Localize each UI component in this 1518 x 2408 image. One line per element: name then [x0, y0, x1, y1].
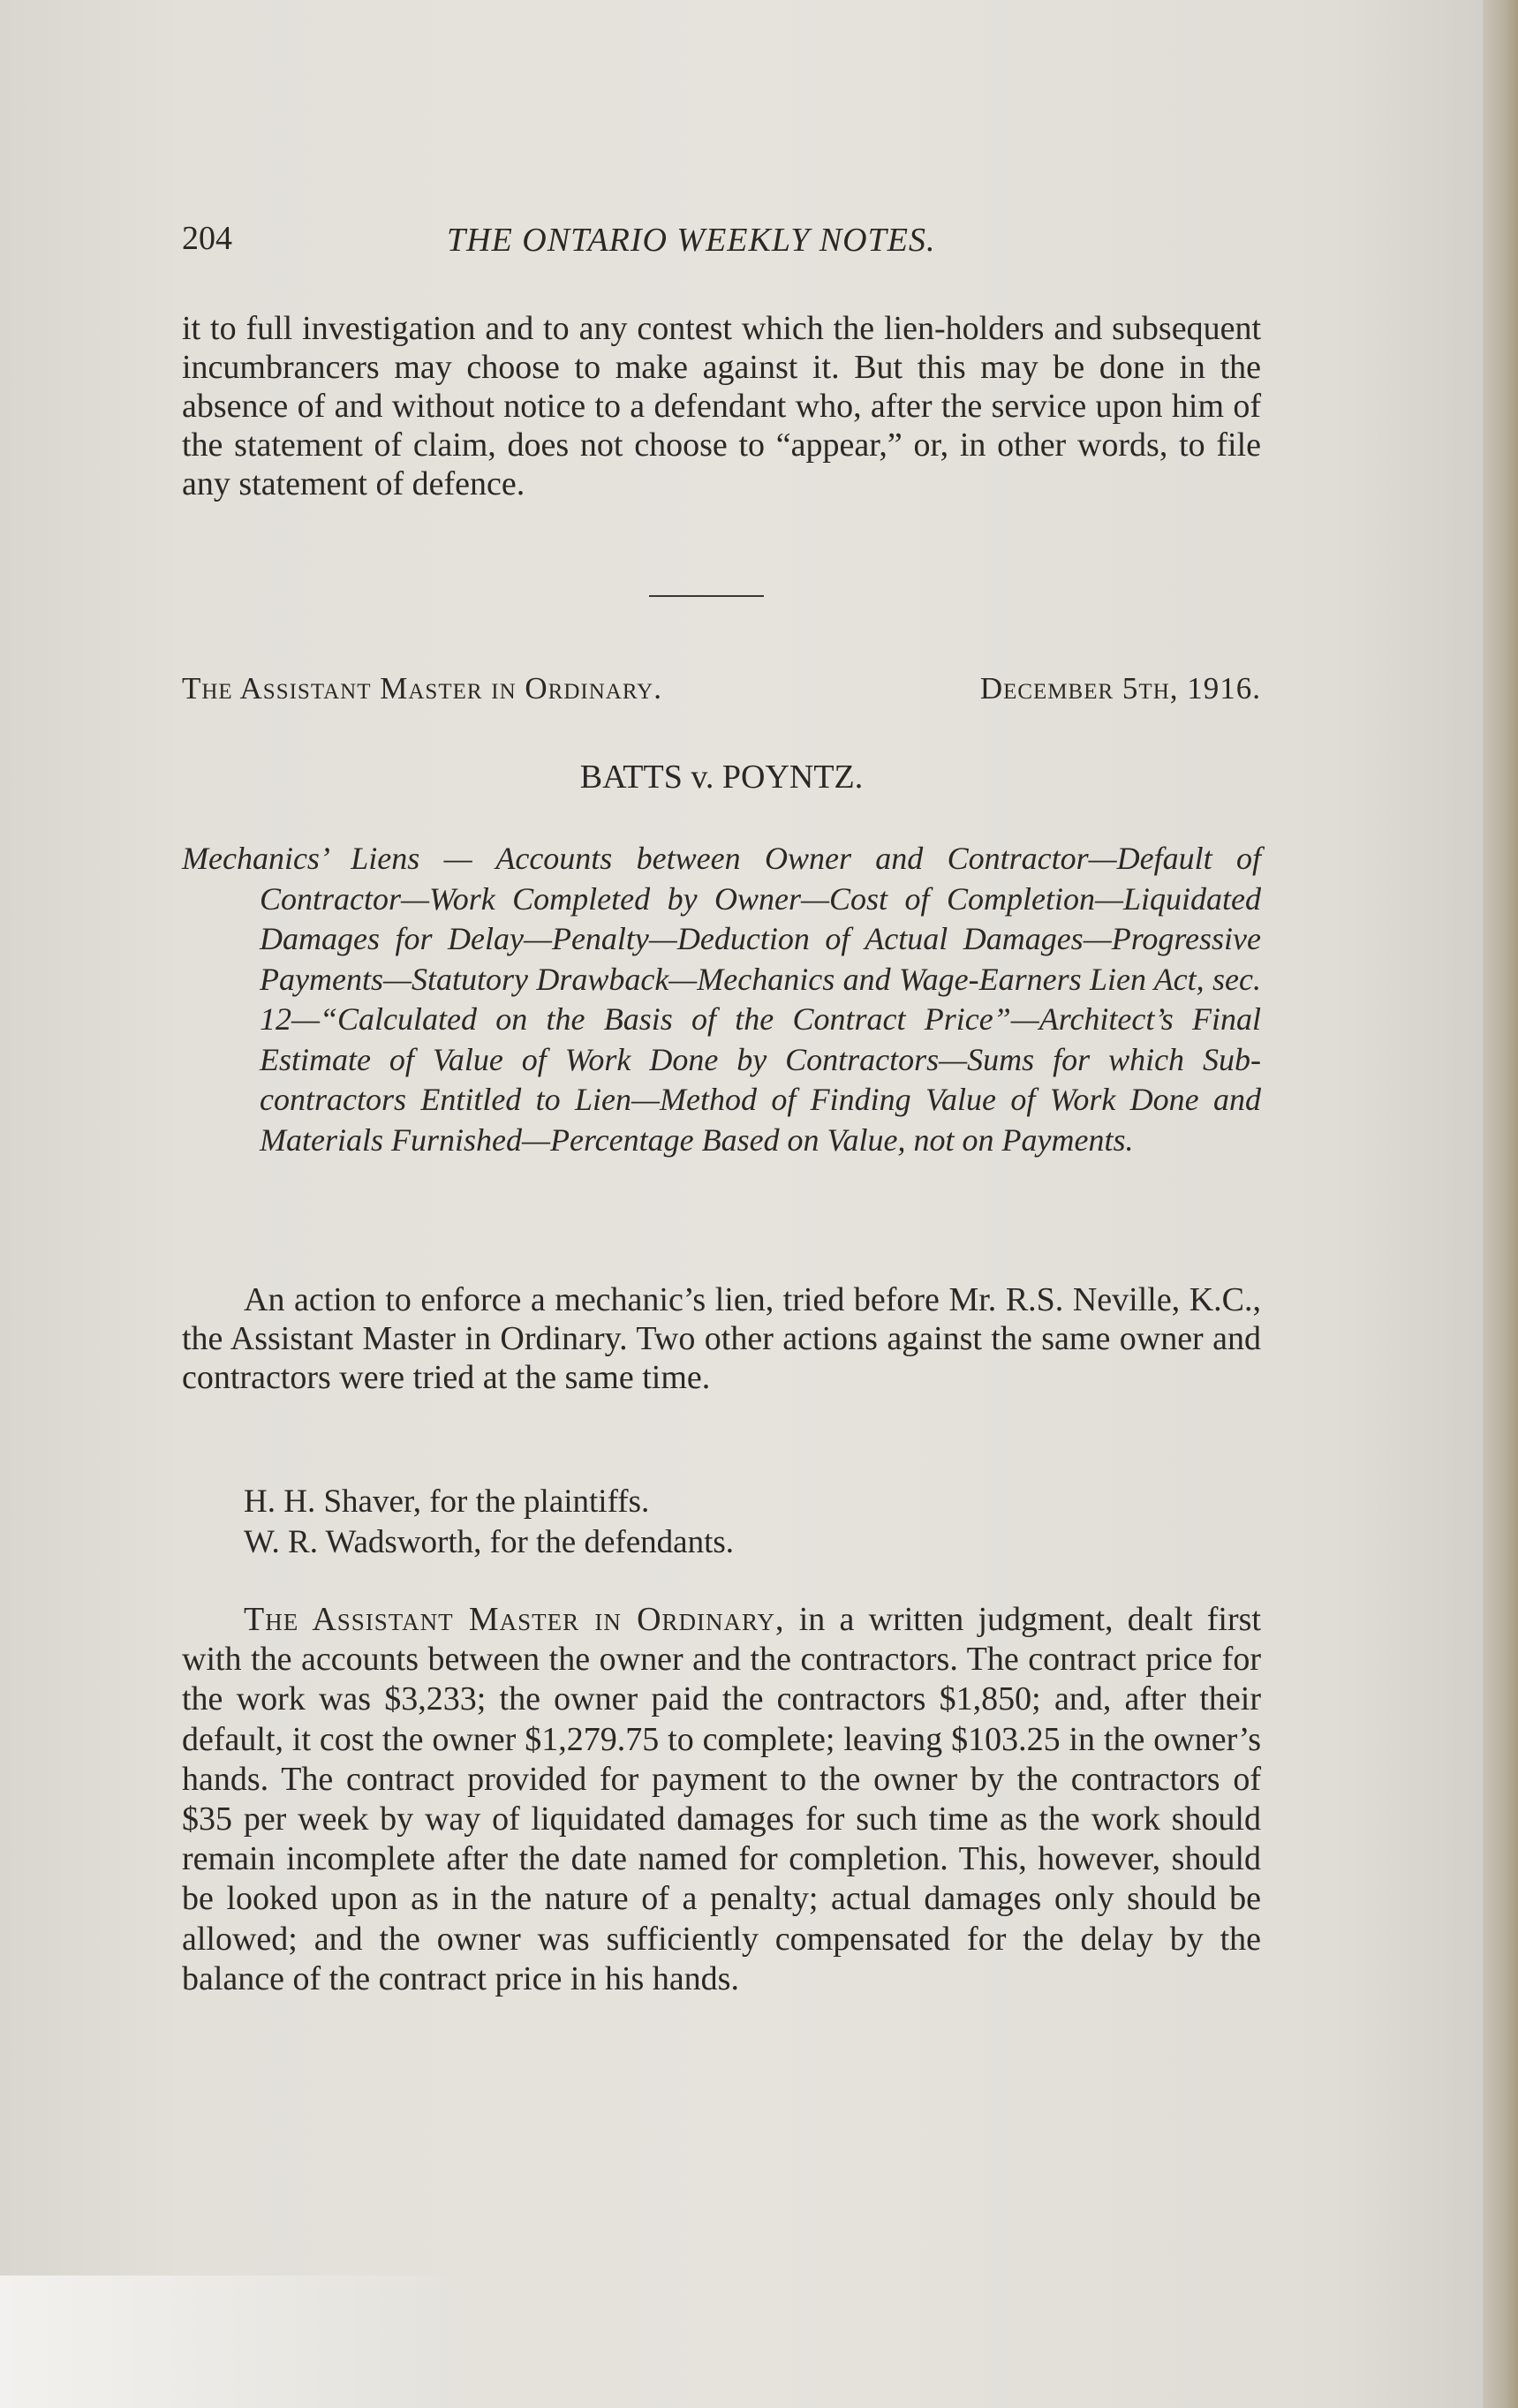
- intro-paragraph: An action to enforce a mechanic’s lien, tried before Mr. R.S. Neville, K.C., the Assistant Master in Ordinary. Two other actions against the same owner and contractors were tried at the same time.: [182, 1281, 1261, 1396]
- judgment-lead: The Assistant Master in Ordinary,: [244, 1601, 785, 1638]
- scan-corner: [0, 2276, 459, 2408]
- counsel-defendants: W. R. Wadsworth, for the defendants.: [244, 1524, 734, 1560]
- continuation-paragraph: it to full investigation and to any contest which the lien-holders and subsequent incumbrancers may choose to make against it. But this may be done in the absence of and without notice to a defendant who, after the service upon him of the statement of claim, does not choose to “appear,” or, in other words, to file any statement of defence.: [182, 310, 1261, 502]
- book-spine: [1483, 0, 1518, 2408]
- running-head: [182, 219, 1261, 263]
- court-date-line: [182, 671, 1261, 706]
- case-title: BATTS v. POYNTZ.: [579, 759, 864, 796]
- counsel-plaintiffs: H. H. Shaver, for the plaintiffs.: [244, 1483, 650, 1520]
- judgment-date: December 5th, 1916.: [979, 671, 1261, 706]
- judgment-paragraph: [182, 1600, 1261, 1999]
- court-name: The Assistant Master in Ordinary.: [182, 671, 662, 706]
- page-number: 204: [182, 220, 232, 257]
- section-divider: [649, 595, 764, 597]
- counsel-list: [244, 1482, 734, 1563]
- headnote: Mechanics’ Liens — Accounts between Owner and Contractor—Default of Contractor—Work Completed by Owner—Cost of Completion—Liquidated Damages for Delay—Penalty—Deduction of Actual Damages—Progressive Payments—Statutory Drawback—Mechanics and Wage-Earners Lien Act, sec. 12—“Calculated on the Basis of the Contract Price”—Architect’s Final Estimate of Value of Work Done by Contractors—Sums for which Sub-contractors Entitled to Lien—Method of Finding Value of Work Done and Materials Furnished—Percentage Based on Value, not on Payments.: [182, 841, 1261, 1158]
- journal-title: THE ONTARIO WEEKLY NOTES.: [447, 222, 936, 259]
- judgment-text: in a written judgment, dealt first with the accounts between the owner and the contractors. The contract price for the work was $3,233; the owner paid the contractors $1,850; and, after their default, it cost the owner $1,279.75 to complete; leaving $103.25 in the owner’s hands. The contract provided for payment to the owner by the contractors of $35 per week by way of liquidated damages for such time as the work should remain incomplete after the date named for completion. This, however, should be looked upon as in the nature of a penalty; actual damages only should be allowed; and the owner was sufficiently compensated for the delay by the balance of the contract price in his hands.: [182, 1601, 1261, 1997]
